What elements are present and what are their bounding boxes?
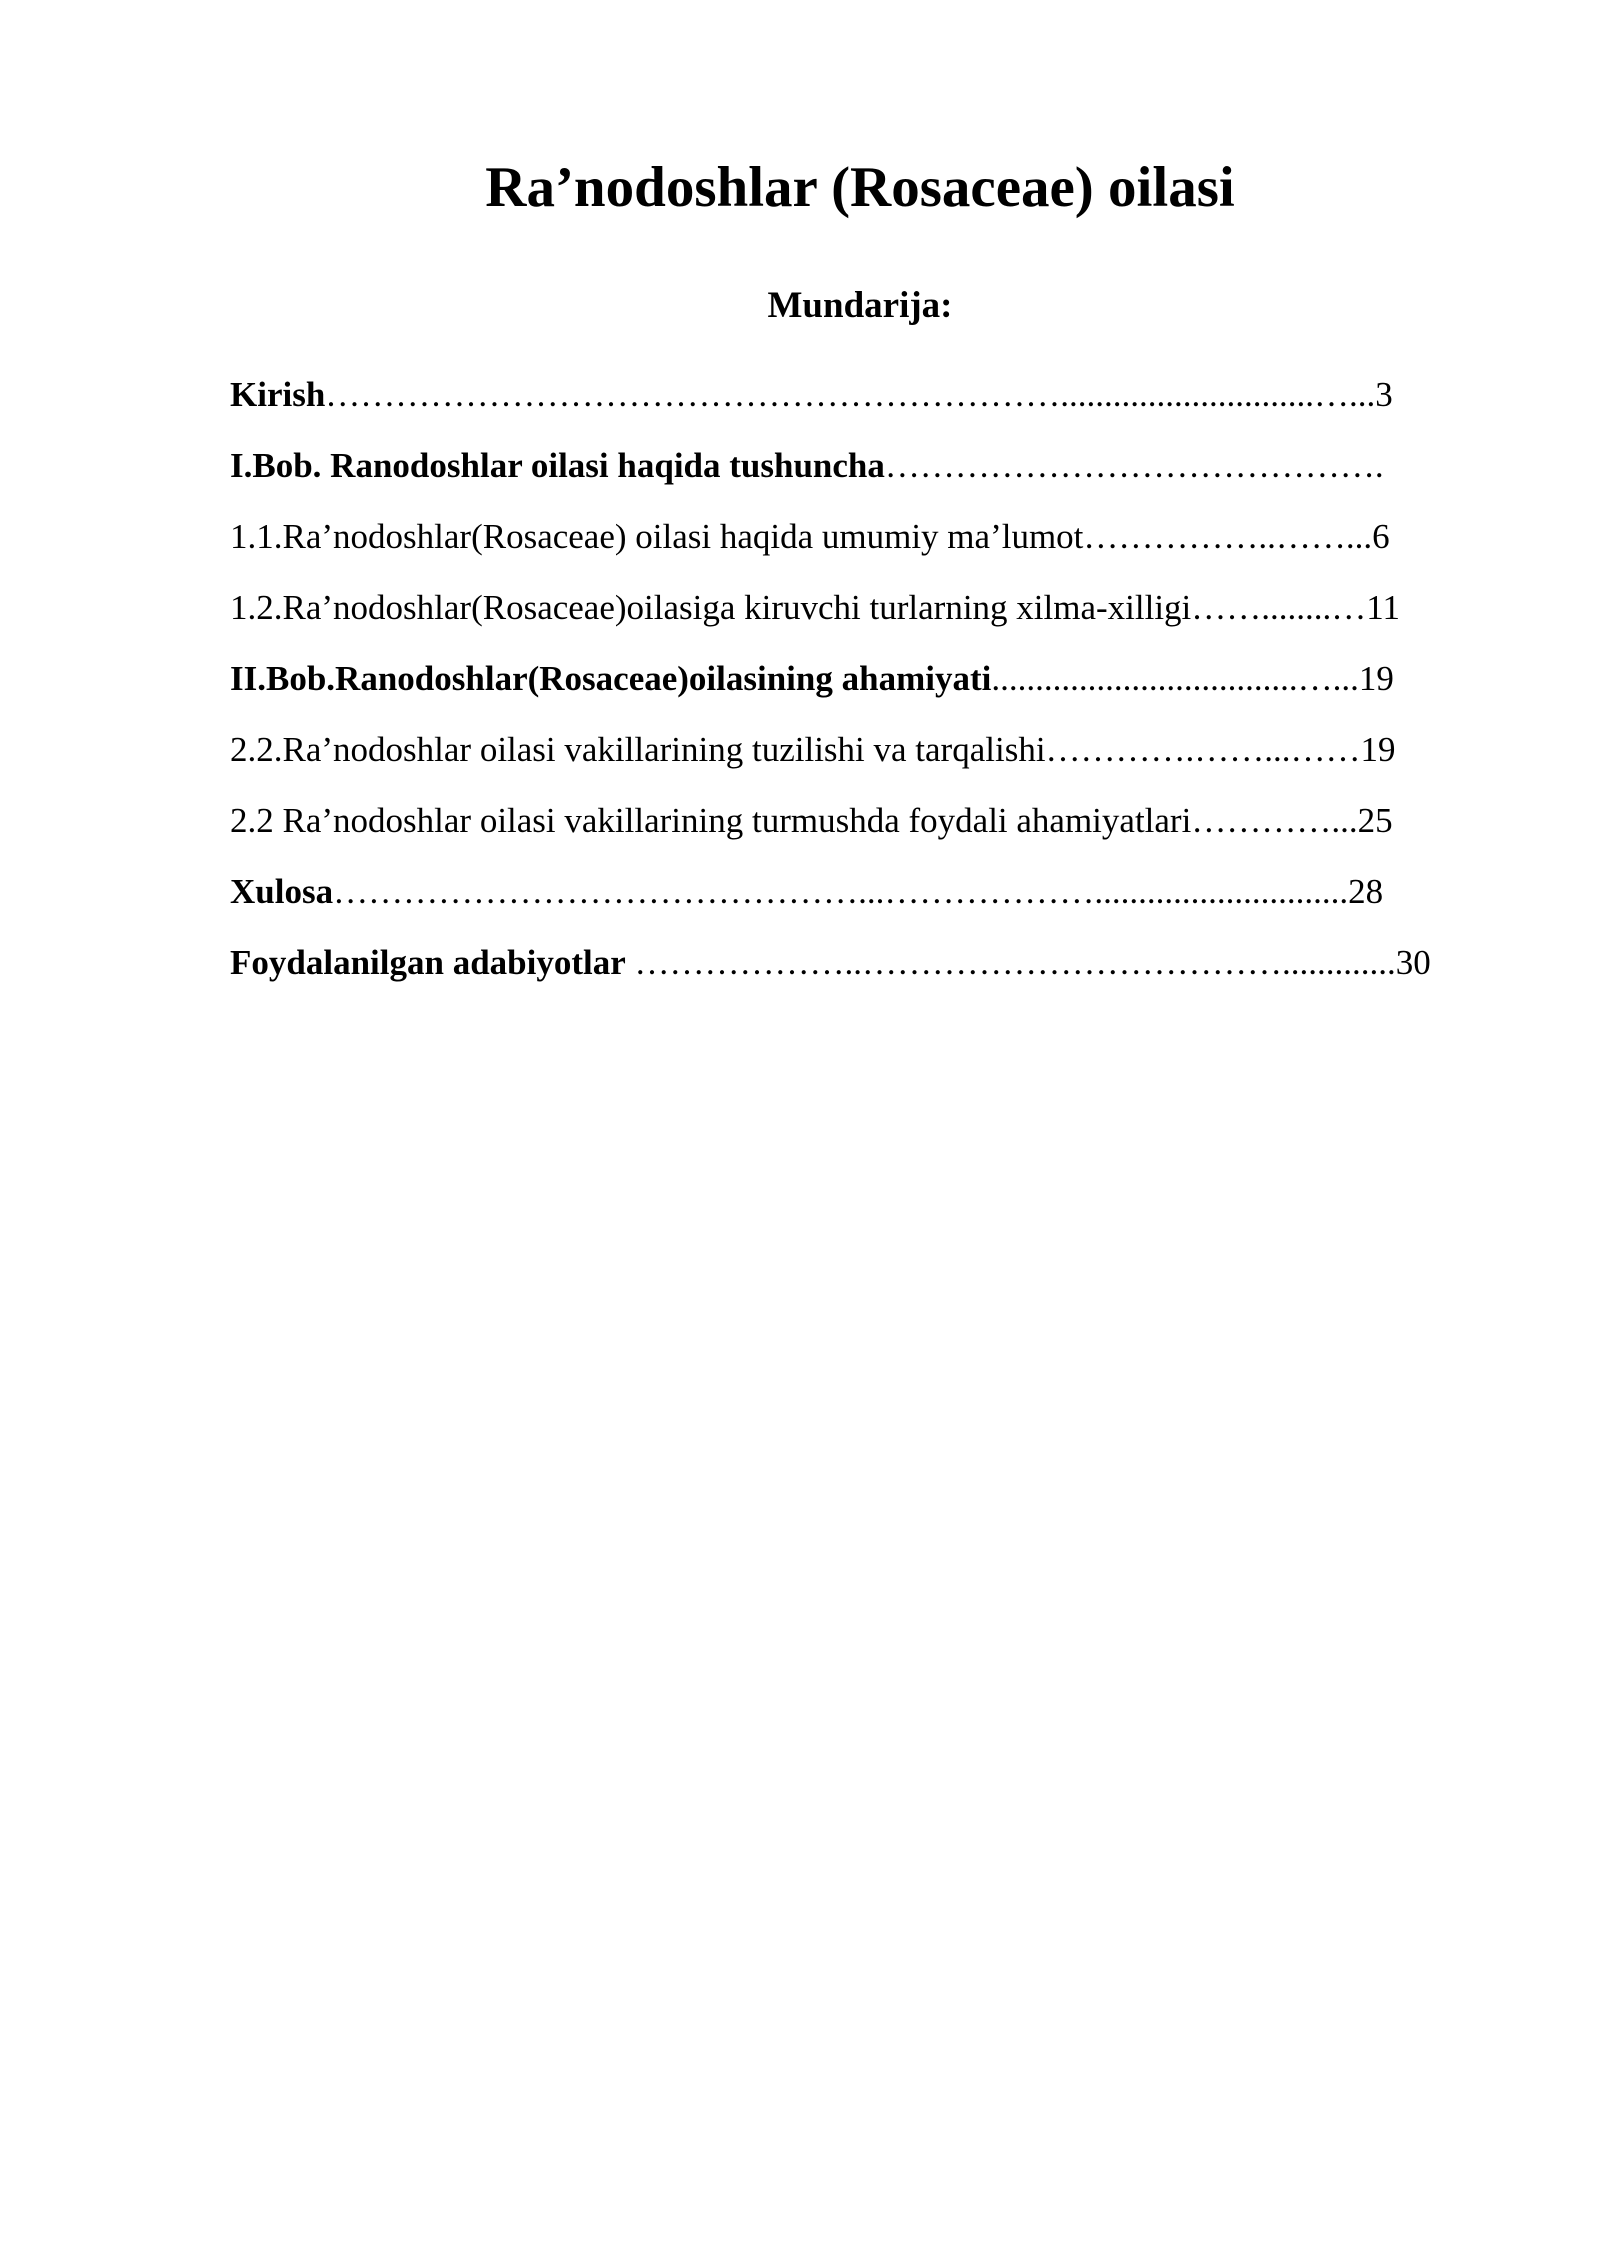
toc-entry-leader-page: ……………………………………………………….............................…...3 — [325, 375, 1393, 414]
table-of-contents — [230, 370, 1500, 1009]
toc-entry-leader-page: ………….……...……19 — [1045, 730, 1396, 769]
toc-entry-section-1-1 — [230, 512, 1500, 583]
toc-entry-section-1-2 — [230, 583, 1500, 654]
toc-entry-chapter-2 — [230, 654, 1500, 725]
toc-entry-title: 1.2.Ra’nodoshlar(Rosaceae)oilasiga kiruvchi turlarning xilma-xilligi — [230, 588, 1192, 627]
toc-entry-leader-page: …………...25 — [1191, 801, 1393, 840]
toc-entry-title: I.Bob. Ranodoshlar oilasi haqida tushuncha — [230, 446, 885, 485]
toc-entry-kirish — [230, 370, 1500, 441]
toc-entry-title: 2.2.Ra’nodoshlar oilasi vakillarining tuzilishi va tarqalishi — [230, 730, 1046, 769]
toc-entry-leader-page: ……………..……...6 — [1083, 517, 1390, 556]
toc-entry-section-2-2-b — [230, 796, 1500, 867]
toc-entry-title: Xulosa — [230, 872, 334, 911]
toc-entry-title: 2.2 Ra’nodoshlar oilasi vakillarining turmushda foydali ahamiyatlari — [230, 801, 1192, 840]
toc-entry-title: II.Bob.Ranodoshlar(Rosaceae)oilasining ahamiyati — [230, 659, 992, 698]
toc-entry-xulosa — [230, 867, 1500, 938]
toc-entry-leader-page: ……………………………………. — [884, 446, 1384, 485]
toc-entry-title: Kirish — [230, 375, 326, 414]
toc-entry-references — [230, 938, 1500, 1009]
toc-entry-chapter-1 — [230, 441, 1500, 512]
toc-entry-leader-page: ...................................…...19 — [991, 659, 1394, 698]
toc-entry-section-2-2-a — [230, 725, 1500, 796]
toc-entry-leader-page: ………………………………………...……………….............................28 — [333, 872, 1384, 911]
toc-entry-title: 1.1.Ra’nodoshlar(Rosaceae) oilasi haqida umumiy ma’lumot — [230, 517, 1084, 556]
toc-entry-leader-page: ……........…11 — [1191, 588, 1400, 627]
toc-entry-leader-page: ………………..……………………………….............30 — [625, 943, 1431, 982]
contents-heading: Mundarija: — [767, 285, 953, 326]
document-title: Ra’nodoshlar (Rosaceae) oilasi — [485, 156, 1235, 219]
toc-entry-title: Foydalanilgan adabiyotlar — [230, 943, 626, 982]
